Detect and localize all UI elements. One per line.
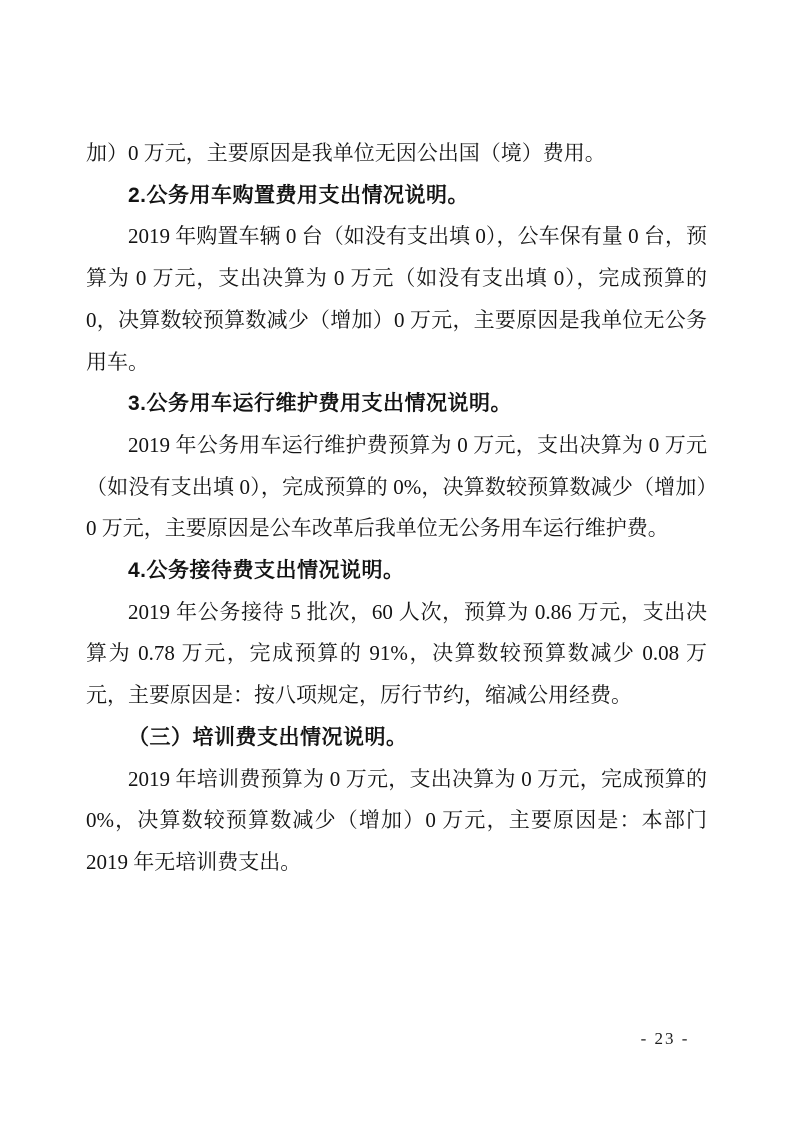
document-content [86,133,707,884]
body-paragraph: 2019 年购置车辆 0 台（如没有支出填 0），公车保有量 0 台，预算为 0 万元，支出决算为 0 万元（如没有支出填 0），完成预算的 0，决算数较预算数减少（增加）0 万元，主要原因是我单位无公务用车。 [86,224,707,374]
body-paragraph: 加）0 万元，主要原因是我单位无因公出国（境）费用。 [86,141,606,165]
section-heading: 4.公务接待费支出情况说明。 [128,559,405,583]
body-paragraph: 2019 年公务接待 5 批次，60 人次，预算为 0.86 万元，支出决算为 0.78 万元，完成预算的 91%，决算数较预算数减少 0.08 万元，主要原因是：按八项规定，厉行节约，缩减公用经费。 [86,599,707,708]
page-number: - 23 - [640,1029,690,1048]
section-heading: 2.公务用车购置费用支出情况说明。 [128,183,470,207]
body-paragraph: 2019 年培训费预算为 0 万元，支出决算为 0 万元，完成预算的 0%，决算数较预算数减少（增加）0 万元，主要原因是：本部门 2019 年无培训费支出。 [86,766,707,874]
body-paragraph: 2019 年公务用车运行维护费预算为 0 万元，支出决算为 0 万元（如没有支出填 0），完成预算的 0%，决算数较预算数减少（增加）0 万元，主要原因是公车改革后我单位无公务用车运行维护费。 [86,432,707,541]
section-heading: 3.公务用车运行维护费用支出情况说明。 [128,392,513,416]
section-heading: （三）培训费支出情况说明。 [128,725,408,749]
